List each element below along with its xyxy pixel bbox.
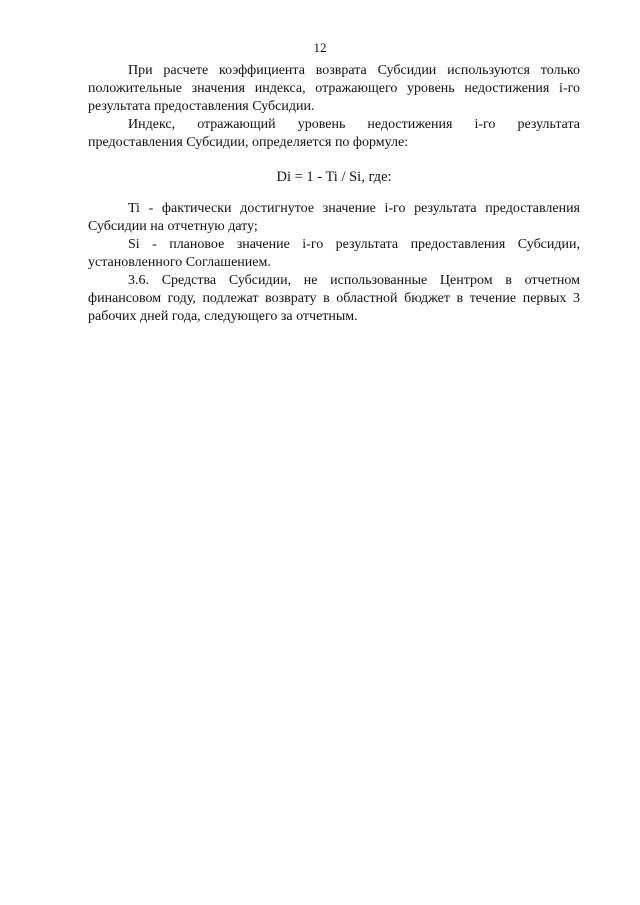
definition-si: Si - плановое значение i-го результата предоставления Субсидии, установленного Соглашением. bbox=[88, 237, 580, 270]
clause-3-6: 3.6. Средства Субсидии, не использованные Центром в отчетном финансовом году, подлежат возврату в областной бюджет в течение первых 3 рабочих дней года, следующего за отчетным. bbox=[88, 273, 580, 324]
document-body bbox=[88, 62, 580, 326]
paragraph-index-definition: Индекс, отражающий уровень недостижения i-го результата предоставления Субсидии, определяется по формуле: bbox=[88, 117, 580, 150]
definition-ti: Ti - фактически достигнутое значение i-го результата предоставления Субсидии на отчетную дату; bbox=[88, 201, 580, 234]
paragraph-positive-values: При расчете коэффициента возврата Субсидии используются только положительные значения индекса, отражающего уровень недостижения i-го результата предоставления Субсидии. bbox=[88, 63, 580, 114]
page-number: 12 bbox=[313, 40, 327, 55]
formula: Di = 1 - Ti / Si, где: bbox=[276, 169, 392, 185]
